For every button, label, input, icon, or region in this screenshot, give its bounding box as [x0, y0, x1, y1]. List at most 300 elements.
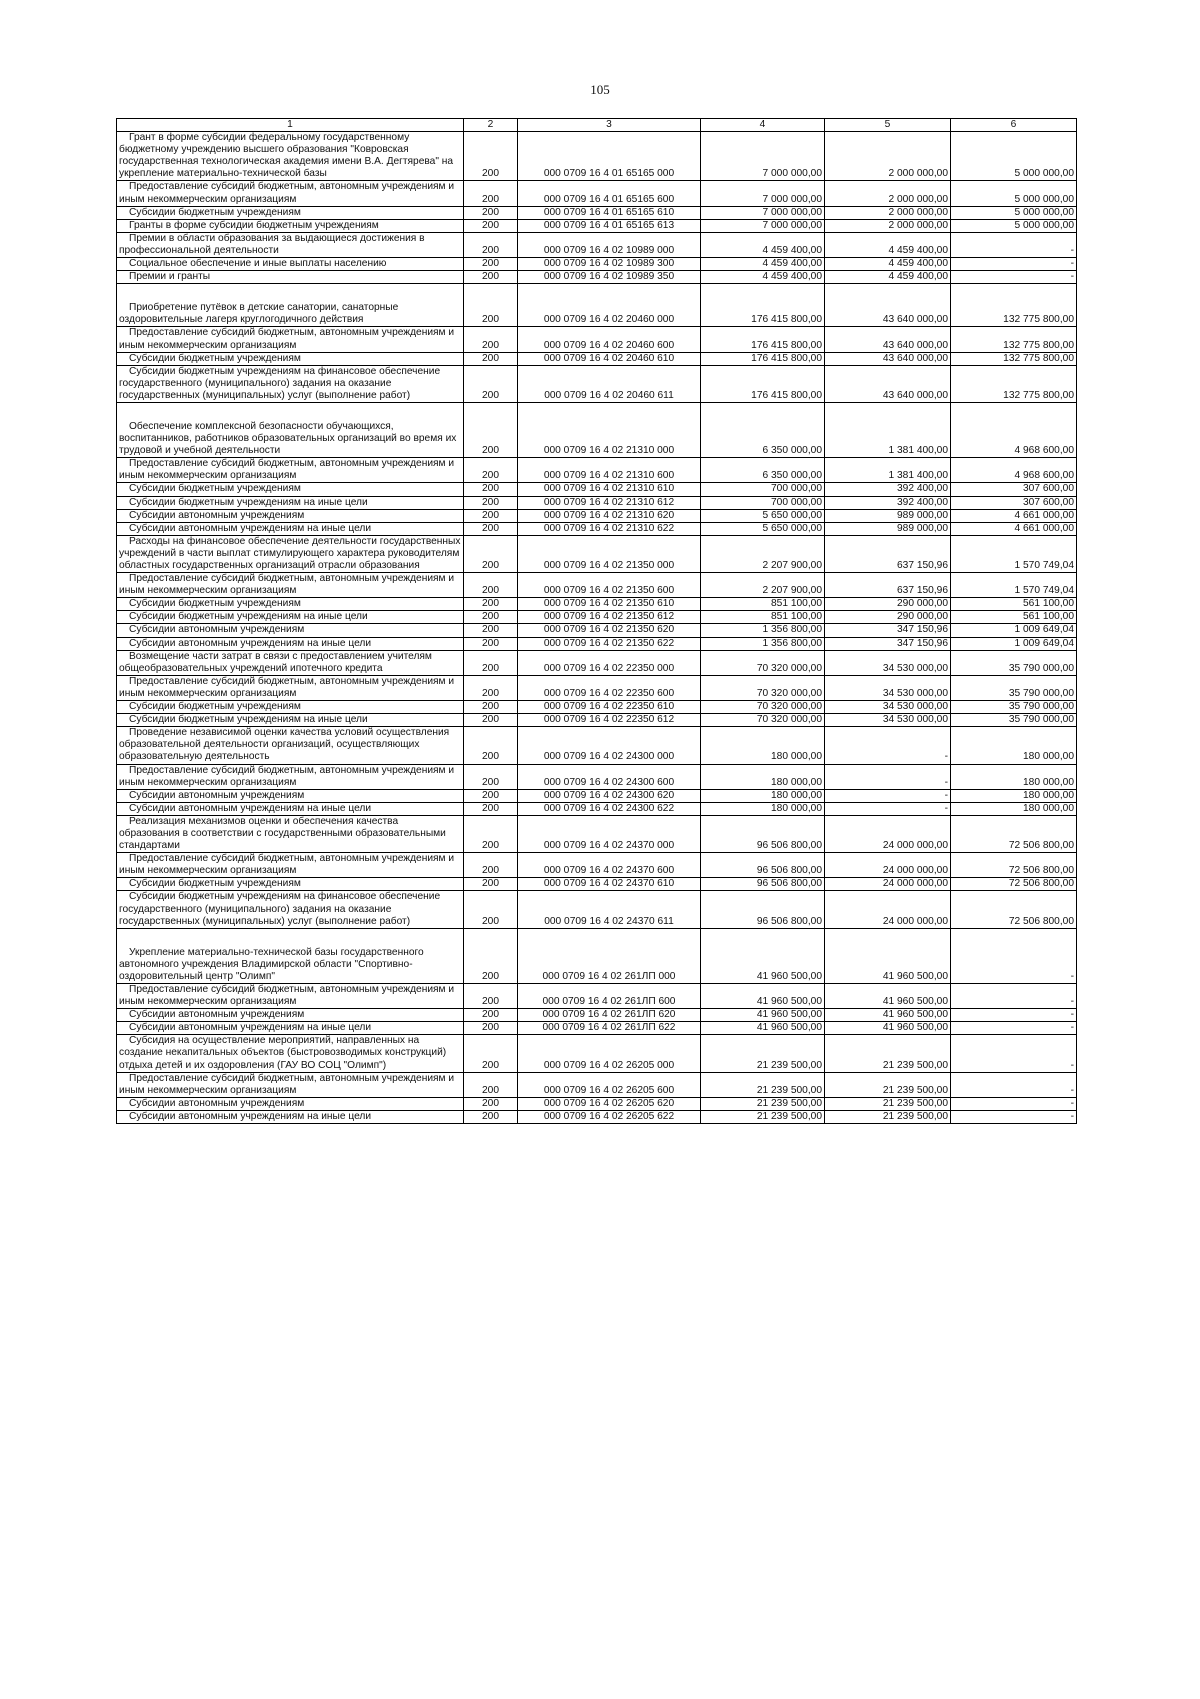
amount-col5-cell: 21 239 500,00	[825, 1035, 951, 1072]
admin-code-cell: 200	[464, 402, 518, 457]
admin-code-cell: 200	[464, 789, 518, 802]
table-row	[117, 258, 1077, 271]
amount-col6-cell: 4 968 600,00	[951, 402, 1077, 457]
expense-name-text: Расходы на финансовое обеспечение деятельности государственных учреждений в части выплат стимулирующего характера руководителям областных государственных организаций отрасли образования	[119, 535, 461, 571]
amount-col6-cell: 72 506 800,00	[951, 878, 1077, 891]
expense-name-text: Субсидии автономным учреждениям	[129, 1097, 305, 1109]
table-row	[117, 928, 1077, 983]
amount-col5-cell: 43 640 000,00	[825, 327, 951, 352]
table-row	[117, 802, 1077, 815]
admin-code-cell: 200	[464, 853, 518, 878]
amount-col6-cell: 5 000 000,00	[951, 206, 1077, 219]
table-row	[117, 714, 1077, 727]
amount-col6-cell: 180 000,00	[951, 789, 1077, 802]
table-row	[117, 789, 1077, 802]
amount-total-cell: 6 350 000,00	[701, 402, 825, 457]
amount-total-cell: 176 415 800,00	[701, 352, 825, 365]
amount-col5-cell: 4 459 400,00	[825, 271, 951, 284]
amount-col6-cell: -	[951, 928, 1077, 983]
expense-name-text: Субсидии автономным учреждениям	[129, 509, 305, 521]
amount-total-cell: 700 000,00	[701, 496, 825, 509]
amount-col6-cell: -	[951, 984, 1077, 1009]
expense-name-text: Субсидии автономным учреждениям на иные цели	[129, 637, 372, 649]
table-row	[117, 891, 1077, 928]
admin-code-cell: 200	[464, 802, 518, 815]
amount-col6-cell: 307 600,00	[951, 496, 1077, 509]
budget-classification-code-cell: 000 0709 16 4 02 22350 000	[518, 650, 701, 675]
admin-code-cell: 200	[464, 701, 518, 714]
expense-name-cell	[117, 206, 464, 219]
expense-name-cell	[117, 598, 464, 611]
expense-name-cell	[117, 458, 464, 483]
expense-name-text: Реализация механизмов оценки и обеспечения качества образования в соответствии с государственными образовательными стандартами	[119, 815, 446, 852]
expense-name-text: Предоставление субсидий бюджетным, автономным учреждениям и иным некоммерческим организациям	[119, 458, 455, 482]
amount-total-cell: 7 000 000,00	[701, 181, 825, 206]
amount-total-cell: 41 960 500,00	[701, 1022, 825, 1035]
admin-code-cell: 200	[464, 727, 518, 764]
table-row	[117, 598, 1077, 611]
admin-code-cell: 200	[464, 352, 518, 365]
amount-col6-cell: 1 570 749,04	[951, 535, 1077, 572]
expense-name-cell	[117, 802, 464, 815]
admin-code-cell: 200	[464, 496, 518, 509]
amount-total-cell: 5 650 000,00	[701, 522, 825, 535]
expense-name-cell	[117, 352, 464, 365]
budget-classification-code-cell: 000 0709 16 4 02 261ЛП 622	[518, 1022, 701, 1035]
amount-col5-cell: 989 000,00	[825, 509, 951, 522]
admin-code-cell: 200	[464, 611, 518, 624]
amount-col6-cell: 35 790 000,00	[951, 675, 1077, 700]
amount-total-cell: 5 650 000,00	[701, 509, 825, 522]
expense-name-text: Субсидии бюджетным учреждениям	[129, 878, 301, 890]
budget-classification-code-cell: 000 0709 16 4 02 24300 620	[518, 789, 701, 802]
admin-code-cell: 200	[464, 232, 518, 257]
admin-code-cell: 200	[464, 928, 518, 983]
expense-name-cell	[117, 284, 464, 327]
amount-col5-cell: 43 640 000,00	[825, 365, 951, 402]
expense-name-text: Субсидии автономным учреждениям на иные цели	[129, 802, 372, 814]
expense-name-cell	[117, 789, 464, 802]
budget-classification-code-cell: 000 0709 16 4 02 21310 600	[518, 458, 701, 483]
amount-col6-cell: 132 775 800,00	[951, 365, 1077, 402]
amount-col6-cell: 35 790 000,00	[951, 650, 1077, 675]
expense-name-text: Укрепление материально-технической базы государственного автономного учреждения Владимирской области "Спортивно-оздоровительный центр "Олимп"	[119, 946, 424, 982]
table-row	[117, 1097, 1077, 1110]
admin-code-cell: 200	[464, 271, 518, 284]
admin-code-cell: 200	[464, 891, 518, 928]
admin-code-cell: 200	[464, 1022, 518, 1035]
column-number-header-row	[117, 119, 1077, 132]
table-row	[117, 984, 1077, 1009]
amount-total-cell: 700 000,00	[701, 483, 825, 496]
amount-total-cell: 7 000 000,00	[701, 206, 825, 219]
expense-name-cell	[117, 1110, 464, 1123]
amount-total-cell: 4 459 400,00	[701, 258, 825, 271]
expense-name-cell	[117, 1072, 464, 1097]
budget-classification-code-cell: 000 0709 16 4 02 261ЛП 000	[518, 928, 701, 983]
column-header: 3	[518, 119, 701, 132]
amount-total-cell: 4 459 400,00	[701, 232, 825, 257]
amount-col5-cell: 24 000 000,00	[825, 878, 951, 891]
amount-total-cell: 180 000,00	[701, 802, 825, 815]
amount-col5-cell: 41 960 500,00	[825, 1022, 951, 1035]
amount-col6-cell: -	[951, 1035, 1077, 1072]
amount-col6-cell: -	[951, 258, 1077, 271]
amount-col5-cell: 2 000 000,00	[825, 219, 951, 232]
amount-total-cell: 2 207 900,00	[701, 535, 825, 572]
budget-classification-code-cell: 000 0709 16 4 02 21310 000	[518, 402, 701, 457]
column-header: 1	[117, 119, 464, 132]
budget-classification-code-cell: 000 0709 16 4 02 10989 000	[518, 232, 701, 257]
expense-name-text: Субсидии автономным учреждениям на иные цели	[129, 1110, 372, 1122]
budget-classification-code-cell: 000 0709 16 4 01 65165 600	[518, 181, 701, 206]
amount-col5-cell: 1 381 400,00	[825, 458, 951, 483]
table-row	[117, 1110, 1077, 1123]
amount-total-cell: 70 320 000,00	[701, 714, 825, 727]
expense-name-text: Субсидии автономным учреждениям	[129, 1009, 305, 1021]
admin-code-cell: 200	[464, 1072, 518, 1097]
amount-col5-cell: -	[825, 764, 951, 789]
expense-name-cell	[117, 727, 464, 764]
amount-total-cell: 1 356 800,00	[701, 624, 825, 637]
table-row	[117, 327, 1077, 352]
admin-code-cell: 200	[464, 1097, 518, 1110]
expense-name-text: Субсидии автономным учреждениям	[129, 624, 305, 636]
expense-name-text: Субсидии бюджетным учреждениям на финансовое обеспечение государственного (муниципального) задания на оказание государственных (муниципальных) услуг (выполнение работ)	[119, 365, 441, 401]
table-row	[117, 637, 1077, 650]
expense-name-text: Гранты в форме субсидии бюджетным учреждениям	[129, 219, 379, 231]
table-row	[117, 675, 1077, 700]
table-row	[117, 1009, 1077, 1022]
expense-name-cell	[117, 327, 464, 352]
amount-total-cell: 2 207 900,00	[701, 573, 825, 598]
amount-total-cell: 21 239 500,00	[701, 1110, 825, 1123]
amount-col6-cell: 132 775 800,00	[951, 327, 1077, 352]
amount-col6-cell: 132 775 800,00	[951, 284, 1077, 327]
expense-name-text: Возмещение части затрат в связи с предоставлением учителям общеобразовательных учреждений ипотечного кредита	[119, 650, 432, 674]
admin-code-cell: 200	[464, 1110, 518, 1123]
admin-code-cell: 200	[464, 714, 518, 727]
budget-classification-code-cell: 000 0709 16 4 02 24300 000	[518, 727, 701, 764]
column-header: 4	[701, 119, 825, 132]
expense-name-text: Предоставление субсидий бюджетным, автономным учреждениям и иным некоммерческим организациям	[119, 984, 455, 1008]
amount-col6-cell: 5 000 000,00	[951, 219, 1077, 232]
amount-col5-cell: -	[825, 789, 951, 802]
table-row	[117, 1072, 1077, 1097]
amount-total-cell: 41 960 500,00	[701, 984, 825, 1009]
admin-code-cell: 200	[464, 181, 518, 206]
amount-total-cell: 70 320 000,00	[701, 701, 825, 714]
expense-name-cell	[117, 928, 464, 983]
expense-name-text: Приобретение путёвок в детские санатории, санаторные оздоровительные лагеря круглогодичного действия	[119, 302, 399, 326]
expense-name-cell	[117, 271, 464, 284]
amount-col6-cell: 4 968 600,00	[951, 458, 1077, 483]
expense-name-cell	[117, 650, 464, 675]
admin-code-cell: 200	[464, 1035, 518, 1072]
amount-col6-cell: 307 600,00	[951, 483, 1077, 496]
amount-total-cell: 70 320 000,00	[701, 650, 825, 675]
expense-name-text: Обеспечение комплексной безопасности обучающихся, воспитанников, работников образовательных организаций во время их трудовой и учебной деятельности	[119, 420, 457, 457]
expense-name-cell	[117, 258, 464, 271]
table-row	[117, 853, 1077, 878]
budget-classification-code-cell: 000 0709 16 4 02 21350 600	[518, 573, 701, 598]
amount-total-cell: 6 350 000,00	[701, 458, 825, 483]
budget-classification-code-cell: 000 0709 16 4 02 22350 600	[518, 675, 701, 700]
budget-classification-code-cell: 000 0709 16 4 02 22350 612	[518, 714, 701, 727]
amount-col6-cell: 72 506 800,00	[951, 891, 1077, 928]
budget-classification-code-cell: 000 0709 16 4 02 21310 610	[518, 483, 701, 496]
amount-col6-cell: 1 009 649,04	[951, 624, 1077, 637]
table-row	[117, 1022, 1077, 1035]
expense-name-cell	[117, 219, 464, 232]
expense-name-text: Субсидии бюджетным учреждениям	[129, 483, 301, 495]
expense-name-cell	[117, 637, 464, 650]
expense-name-text: Субсидии автономным учреждениям	[129, 789, 305, 801]
budget-classification-code-cell: 000 0709 16 4 02 21310 622	[518, 522, 701, 535]
table-row	[117, 483, 1077, 496]
amount-col6-cell: 35 790 000,00	[951, 714, 1077, 727]
amount-col5-cell: 41 960 500,00	[825, 984, 951, 1009]
table-row	[117, 764, 1077, 789]
table-row	[117, 573, 1077, 598]
table-row	[117, 815, 1077, 852]
expense-name-cell	[117, 701, 464, 714]
amount-col5-cell: 2 000 000,00	[825, 132, 951, 181]
amount-total-cell: 7 000 000,00	[701, 132, 825, 181]
amount-col5-cell: 4 459 400,00	[825, 258, 951, 271]
amount-col5-cell: 43 640 000,00	[825, 284, 951, 327]
expense-name-text: Субсидии автономным учреждениям на иные цели	[129, 522, 372, 534]
expense-name-text: Субсидия на осуществление мероприятий, направленных на создание некапитальных объектов (быстровозводимых конструкций) отдыха детей и их оздоровления (ГАУ ВО СОЦ "Олимп")	[119, 1035, 447, 1071]
expense-name-cell	[117, 535, 464, 572]
expense-name-cell	[117, 1009, 464, 1022]
budget-classification-code-cell: 000 0709 16 4 01 65165 000	[518, 132, 701, 181]
budget-classification-code-cell: 000 0709 16 4 02 20460 610	[518, 352, 701, 365]
amount-col6-cell: 561 100,00	[951, 598, 1077, 611]
amount-col5-cell: 347 150,96	[825, 637, 951, 650]
budget-classification-code-cell: 000 0709 16 4 02 10989 300	[518, 258, 701, 271]
expense-name-text: Субсидии бюджетным учреждениям на иные цели	[129, 611, 368, 623]
amount-col5-cell: 21 239 500,00	[825, 1097, 951, 1110]
amount-col5-cell: 34 530 000,00	[825, 701, 951, 714]
expense-name-cell	[117, 232, 464, 257]
table-row	[117, 701, 1077, 714]
amount-col6-cell: -	[951, 1097, 1077, 1110]
amount-col5-cell: 24 000 000,00	[825, 815, 951, 852]
admin-code-cell: 200	[464, 206, 518, 219]
admin-code-cell: 200	[464, 458, 518, 483]
admin-code-cell: 200	[464, 483, 518, 496]
admin-code-cell: 200	[464, 637, 518, 650]
table-row	[117, 535, 1077, 572]
admin-code-cell: 200	[464, 1009, 518, 1022]
expense-name-cell	[117, 624, 464, 637]
expense-name-text: Субсидии бюджетным учреждениям на иные цели	[129, 714, 368, 726]
table-row	[117, 650, 1077, 675]
expense-name-cell	[117, 402, 464, 457]
amount-col6-cell: 5 000 000,00	[951, 181, 1077, 206]
expense-name-cell	[117, 675, 464, 700]
budget-classification-code-cell: 000 0709 16 4 01 65165 610	[518, 206, 701, 219]
expense-name-text: Грант в форме субсидии федеральному государственному бюджетному учреждению высшего образования "Ковровская государственная технологическая академия имени В.А. Дегтярева" на укрепление материально-технической базы	[119, 132, 454, 180]
expense-name-cell	[117, 714, 464, 727]
table-row	[117, 496, 1077, 509]
admin-code-cell: 200	[464, 984, 518, 1009]
amount-col5-cell: 290 000,00	[825, 611, 951, 624]
amount-total-cell: 96 506 800,00	[701, 853, 825, 878]
admin-code-cell: 200	[464, 815, 518, 852]
column-header: 6	[951, 119, 1077, 132]
expense-name-cell	[117, 181, 464, 206]
admin-code-cell: 200	[464, 764, 518, 789]
amount-total-cell: 4 459 400,00	[701, 271, 825, 284]
expense-name-text: Предоставление субсидий бюджетным, автономным учреждениям и иным некоммерческим организациям	[119, 181, 455, 205]
amount-col6-cell: 35 790 000,00	[951, 701, 1077, 714]
expense-name-cell	[117, 1097, 464, 1110]
amount-col6-cell: -	[951, 271, 1077, 284]
amount-col5-cell: 21 239 500,00	[825, 1110, 951, 1123]
table-row	[117, 624, 1077, 637]
amount-col5-cell: 34 530 000,00	[825, 714, 951, 727]
budget-classification-code-cell: 000 0709 16 4 02 24300 622	[518, 802, 701, 815]
expense-name-cell	[117, 611, 464, 624]
budget-classification-code-cell: 000 0709 16 4 02 20460 600	[518, 327, 701, 352]
table-row	[117, 458, 1077, 483]
expense-name-cell	[117, 853, 464, 878]
expense-name-cell	[117, 509, 464, 522]
budget-classification-code-cell: 000 0709 16 4 02 261ЛП 620	[518, 1009, 701, 1022]
amount-total-cell: 851 100,00	[701, 611, 825, 624]
amount-total-cell: 176 415 800,00	[701, 365, 825, 402]
amount-col5-cell: 43 640 000,00	[825, 352, 951, 365]
amount-total-cell: 851 100,00	[701, 598, 825, 611]
expense-name-text: Премии и гранты	[129, 271, 211, 283]
expense-name-text: Социальное обеспечение и иные выплаты населению	[129, 258, 387, 270]
amount-col5-cell: 1 381 400,00	[825, 402, 951, 457]
admin-code-cell: 200	[464, 522, 518, 535]
expense-name-text: Проведение независимой оценки качества условий осуществления образовательной деятельности организаций, осуществляющих образовательную деятельность	[119, 727, 450, 763]
budget-classification-code-cell: 000 0709 16 4 02 24370 600	[518, 853, 701, 878]
table-row	[117, 181, 1077, 206]
budget-classification-code-cell: 000 0709 16 4 02 24370 610	[518, 878, 701, 891]
expense-name-text: Субсидии бюджетным учреждениям	[129, 701, 301, 713]
budget-classification-code-cell: 000 0709 16 4 02 24300 600	[518, 764, 701, 789]
expense-name-text: Предоставление субсидий бюджетным, автономным учреждениям и иным некоммерческим организациям	[119, 764, 455, 788]
expense-name-text: Предоставление субсидий бюджетным, автономным учреждениям и иным некоммерческим организациям	[119, 327, 455, 351]
expense-name-text: Субсидии бюджетным учреждениям	[129, 206, 301, 218]
amount-col6-cell: 4 661 000,00	[951, 522, 1077, 535]
admin-code-cell: 200	[464, 258, 518, 271]
amount-col5-cell: 637 150,96	[825, 535, 951, 572]
expense-name-text: Предоставление субсидий бюджетным, автономным учреждениям и иным некоммерческим организациям	[119, 853, 455, 877]
table-row	[117, 727, 1077, 764]
admin-code-cell: 200	[464, 878, 518, 891]
expense-name-cell	[117, 764, 464, 789]
amount-col5-cell: 637 150,96	[825, 573, 951, 598]
amount-total-cell: 1 356 800,00	[701, 637, 825, 650]
amount-col5-cell: 989 000,00	[825, 522, 951, 535]
budget-classification-code-cell: 000 0709 16 4 02 21310 620	[518, 509, 701, 522]
amount-col6-cell: 72 506 800,00	[951, 815, 1077, 852]
table-row	[117, 352, 1077, 365]
expense-name-text: Субсидии бюджетным учреждениям на финансовое обеспечение государственного (муниципального) задания на оказание государственных (муниципальных) услуг (выполнение работ)	[119, 891, 441, 927]
expense-name-cell	[117, 815, 464, 852]
budget-classification-code-cell: 000 0709 16 4 02 20460 000	[518, 284, 701, 327]
table-row	[117, 1035, 1077, 1072]
amount-col6-cell: 1 570 749,04	[951, 573, 1077, 598]
budget-classification-code-cell: 000 0709 16 4 02 21350 610	[518, 598, 701, 611]
amount-col6-cell: 5 000 000,00	[951, 132, 1077, 181]
amount-col5-cell: 2 000 000,00	[825, 206, 951, 219]
amount-col6-cell: 4 661 000,00	[951, 509, 1077, 522]
amount-col6-cell: 180 000,00	[951, 727, 1077, 764]
amount-col6-cell: 180 000,00	[951, 802, 1077, 815]
expense-name-cell	[117, 878, 464, 891]
amount-col5-cell: 392 400,00	[825, 496, 951, 509]
table-row	[117, 219, 1077, 232]
admin-code-cell: 200	[464, 535, 518, 572]
amount-col5-cell: -	[825, 802, 951, 815]
amount-total-cell: 96 506 800,00	[701, 891, 825, 928]
budget-classification-code-cell: 000 0709 16 4 02 26205 620	[518, 1097, 701, 1110]
admin-code-cell: 200	[464, 675, 518, 700]
amount-total-cell: 176 415 800,00	[701, 327, 825, 352]
budget-classification-code-cell: 000 0709 16 4 02 21350 612	[518, 611, 701, 624]
expense-name-cell	[117, 496, 464, 509]
amount-col6-cell: -	[951, 1110, 1077, 1123]
amount-col6-cell: -	[951, 1022, 1077, 1035]
budget-classification-code-cell: 000 0709 16 4 02 26205 622	[518, 1110, 701, 1123]
amount-total-cell: 176 415 800,00	[701, 284, 825, 327]
amount-col5-cell: 4 459 400,00	[825, 232, 951, 257]
table-row	[117, 365, 1077, 402]
expense-name-text: Субсидии автономным учреждениям на иные цели	[129, 1022, 372, 1034]
admin-code-cell: 200	[464, 624, 518, 637]
budget-classification-code-cell: 000 0709 16 4 02 21350 622	[518, 637, 701, 650]
budget-classification-code-cell: 000 0709 16 4 02 22350 610	[518, 701, 701, 714]
amount-col5-cell: 347 150,96	[825, 624, 951, 637]
table-row	[117, 509, 1077, 522]
admin-code-cell: 200	[464, 509, 518, 522]
budget-classification-code-cell: 000 0709 16 4 02 21350 620	[518, 624, 701, 637]
amount-col5-cell: 392 400,00	[825, 483, 951, 496]
admin-code-cell: 200	[464, 327, 518, 352]
amount-col6-cell: 561 100,00	[951, 611, 1077, 624]
page-number: 105	[590, 82, 610, 97]
expense-name-text: Премии в области образования за выдающиеся достижения в профессиональной деятельности	[119, 232, 425, 256]
budget-classification-code-cell: 000 0709 16 4 02 24370 611	[518, 891, 701, 928]
amount-col5-cell: 21 239 500,00	[825, 1072, 951, 1097]
budget-classification-code-cell: 000 0709 16 4 02 21350 000	[518, 535, 701, 572]
amount-col5-cell: -	[825, 727, 951, 764]
amount-total-cell: 70 320 000,00	[701, 675, 825, 700]
budget-classification-code-cell: 000 0709 16 4 02 24370 000	[518, 815, 701, 852]
expense-name-cell	[117, 365, 464, 402]
expense-name-cell	[117, 1035, 464, 1072]
amount-col5-cell: 24 000 000,00	[825, 891, 951, 928]
budget-classification-code-cell: 000 0709 16 4 02 20460 611	[518, 365, 701, 402]
amount-total-cell: 21 239 500,00	[701, 1035, 825, 1072]
amount-total-cell: 96 506 800,00	[701, 815, 825, 852]
table-row	[117, 878, 1077, 891]
budget-classification-code-cell: 000 0709 16 4 02 26205 600	[518, 1072, 701, 1097]
table-row	[117, 611, 1077, 624]
expense-name-cell	[117, 984, 464, 1009]
amount-col6-cell: -	[951, 1072, 1077, 1097]
amount-col5-cell: 2 000 000,00	[825, 181, 951, 206]
amount-total-cell: 96 506 800,00	[701, 878, 825, 891]
admin-code-cell: 200	[464, 219, 518, 232]
